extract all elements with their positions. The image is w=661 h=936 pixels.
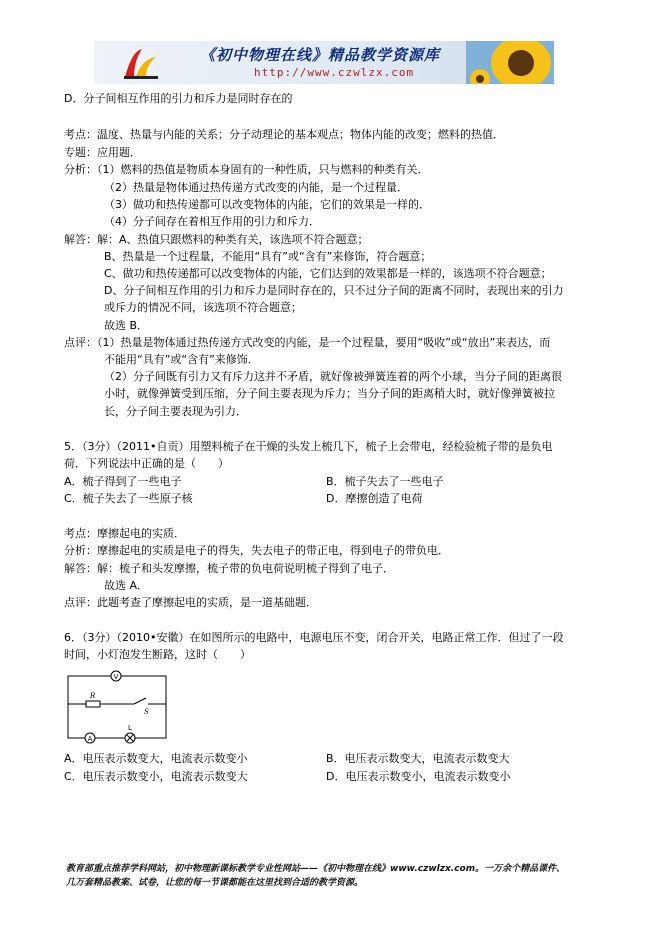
dianping-line: 长，分子间主要表现为引力． xyxy=(104,405,247,418)
option-b: B．梳子失去了一些电子 xyxy=(326,475,444,488)
jieda-line: C、做功和热传递都可以改变物体的内能，它们达到的效果都是一样的，该选项不符合题意； xyxy=(104,267,552,280)
fenxi-line: （4）分子间存在着相互作用的引力和斥力． xyxy=(104,215,320,228)
jieda-line: 或斥力的情况不同，该选项不符合题意； xyxy=(104,301,302,314)
question-5-stem: 5．（3分）（2011•自贡）用塑料梳子在干燥的头发上梳几下，梳子上会带电，经检验梳子带的是负电 xyxy=(64,440,553,453)
option-d: D．摩擦创造了电荷 xyxy=(326,492,423,505)
question-5-stem: 荷．下列说法中正确的是（ ） xyxy=(64,457,229,470)
ammeter-label: A xyxy=(87,735,93,743)
sunflower-icon xyxy=(466,41,554,84)
resistor-label: R xyxy=(90,692,96,700)
option-c: C．电压表示数变小，电流表示数变大 xyxy=(64,770,248,783)
jieda-line: D、分子间相互作用的引力和斥力是同时存在的，只不过分子间的距离不同时，表现出来的引力 xyxy=(104,284,564,297)
voltmeter xyxy=(111,671,121,681)
jieda-line: B、热量是一个过程量，不能用“具有”或“含有”来修饰，符合题意； xyxy=(104,250,432,263)
fenxi-line: 分析：（1）燃料的热值是物质本身固有的一种性质，只与燃料的种类有关． xyxy=(64,163,429,176)
fenxi-line: （3）做功和热传递都可以改变物体的内能，它们的效果是一样的． xyxy=(104,198,430,211)
option-d: D．电压表示数变小，电流表示数变小 xyxy=(326,770,511,783)
answer-line: 故选 A． xyxy=(104,579,149,592)
dianping-line: 小时，就像弹簧受到压缩，分子间主要表现为斥力；当分子间的距离稍大时，就好像弹簧被拉 xyxy=(104,387,555,400)
kaodian-line: 考点：摩擦起电的实质． xyxy=(64,527,185,540)
fenxi-line: 分析：摩擦起电的实质是电子的得失，失去电子的带正电，得到电子的带负电． xyxy=(64,544,449,557)
ammeter xyxy=(85,733,95,743)
option-c: C．梳子失去了一些原子核 xyxy=(64,492,193,505)
footer-line: 几万套精品教案、试卷，让您的每一节课都能在这里找到合适的教学资源。 xyxy=(66,878,364,888)
kaodian-line: 考点：温度、热量与内能的关系；分子动理论的基本观点；物体内能的改变；燃料的热值． xyxy=(64,128,504,141)
dianping-line: 点评：（1）热量是物体通过热传递方式改变的内能，是一个过程量，要用“吸收”或“放出”来表达，而 xyxy=(64,336,551,349)
zhuanti-line: 专题：应用题． xyxy=(64,146,141,159)
lamp-label: L xyxy=(128,724,132,732)
jieda-line: 解答：解：梳子和头发摩擦，梳子带的负电荷说明梳子得到了电子． xyxy=(64,562,394,575)
fenxi-line: （2）热量是物体通过热传递方式改变的内能，是一个过程量． xyxy=(104,181,408,194)
option-a: A．电压表示数变大，电流表示数变小 xyxy=(64,752,248,765)
header-title: 《初中物理在线》精品教学资源库 xyxy=(200,46,441,64)
dianping-line: 不能用“具有”或“含有”来修饰． xyxy=(104,353,259,366)
header-banner xyxy=(94,41,554,84)
dianping-line: （2）分子间既有引力又有斥力这并不矛盾，就好像被弹簧连着的两个小球，当分子间的距离很 xyxy=(104,370,562,383)
footer-line: 教育部重点推荐学科网站，初中物理新课标教学专业性网站——《初中物理在线》www.czwlzx.com。一万余个精品课件、 xyxy=(66,864,566,874)
voltmeter-label: V xyxy=(113,673,119,681)
option-a: A．梳子得到了一些电子 xyxy=(64,475,182,488)
option-b: B．电压表示数变大，电流表示数变大 xyxy=(326,752,510,765)
answer-line: 故选 B． xyxy=(104,319,149,332)
question-6-stem: 6．（3分）（2010•安徽）在如图所示的电路中，电源电压不变，闭合开关，电路正常工作．但过了一段 xyxy=(64,631,564,644)
site-logo-icon xyxy=(122,47,160,81)
dianping-line: 点评：此题考查了摩擦起电的实质，是一道基础题． xyxy=(64,596,317,609)
header-url[interactable]: http://www.czwlzx.com xyxy=(254,66,415,79)
lamp xyxy=(125,733,135,743)
circuit-diagram xyxy=(64,670,174,750)
option-d-line: D．分子间相互作用的引力和斥力是同时存在的 xyxy=(64,92,293,105)
question-6-stem: 时间，小灯泡发生断路，这时（ ） xyxy=(64,648,251,661)
switch-label: S xyxy=(144,708,149,716)
jieda-line: 解答：解：A、热值只跟燃料的种类有关，该选项不符合题意； xyxy=(64,233,369,246)
